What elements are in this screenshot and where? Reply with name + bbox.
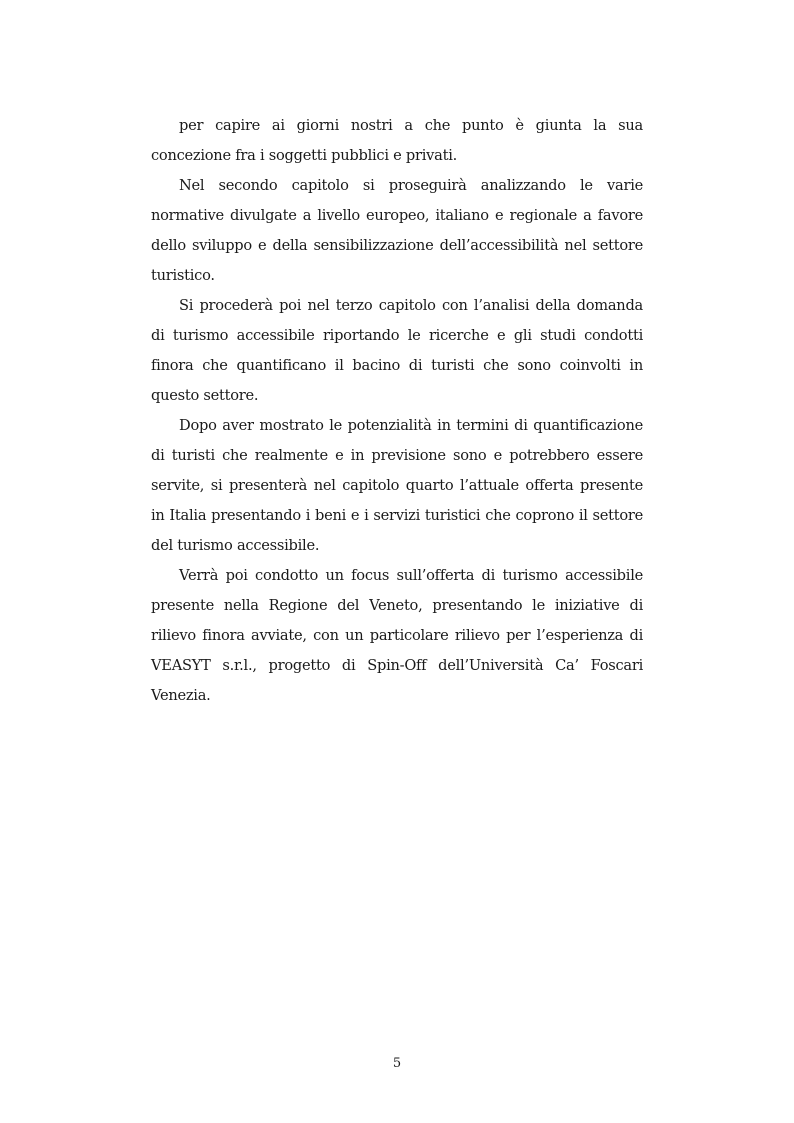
paragraph-3: Si procederà poi nel terzo capitolo con l’analisi della domanda di turismo accessibile riportando le ricerche e gli studi condotti finora che quantificano il bacino di turisti che sono coinvolti in questo settore. [151,297,643,404]
body-text [151,111,643,711]
paragraph-1: per capire ai giorni nostri a che punto è giunta la sua concezione fra i soggetti pubblici e privati. [151,117,643,164]
paragraph-4: Dopo aver mostrato le potenzialità in termini di quantificazione di turisti che realmente e in previsione sono e potrebbero essere servite, si presenterà nel capitolo quarto l’attuale offerta presente in Italia presentando i beni e i servizi turistici che coprono il settore del turismo accessibile. [151,417,643,554]
paragraph-5: Verrà poi condotto un focus sull’offerta di turismo accessibile presente nella Regione del Veneto, presentando le iniziative di rilievo finora avviate, con un particolare rilievo per l’esperienza di VEASYT s.r.l., progetto di Spin-Off dell’Università Ca’ Foscari Venezia. [151,567,643,704]
paragraph-2: Nel secondo capitolo si proseguirà analizzando le varie normative divulgate a livello europeo, italiano e regionale a favore dello sviluppo e della sensibilizzazione dell’accessibilità nel settore turistico. [151,177,643,284]
page-number: 5 [392,1056,402,1071]
